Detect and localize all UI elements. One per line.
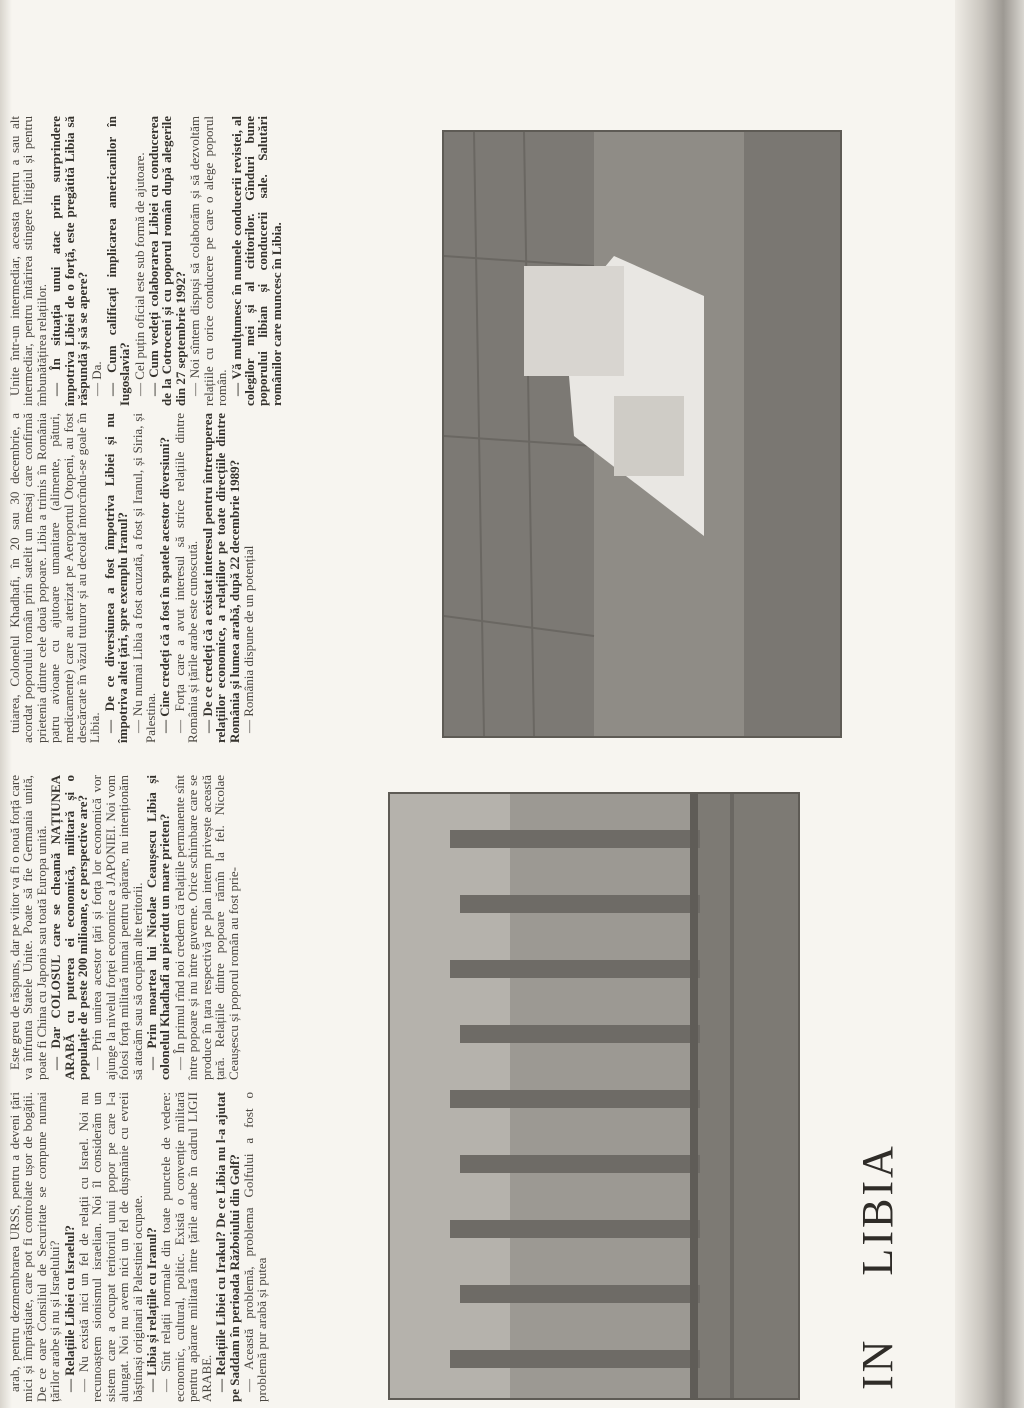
interview-question: — Prin moartea lui Nicolae Ceaușescu Libia și colonelul Khadhafi au pierdut un mare prieten? [144,775,173,1080]
article-column-2 [8,775,241,1080]
interview-answer: Unite într-un intermediar, aceasta pentru a sau alt intermediar, pentru întărirea stingere litigiul și pentru îmbunătățirea relațiilor. [7,116,49,406]
interview-answer: — Cel puțin oficial este sub formă de ajutoare. [131,152,147,396]
interview-question: — Cine credeți că a fost în spatele acestor diversiuni? [157,437,173,733]
interview-answer: — Prin unirea acestor țări și forța lor economică vor ajunge la nivelul forței economice a JAPONIEI. Noi vom folosi forța militară numai pentru apărare, nu intenționăm să atacăm sau să ocupăm alte teritorii. [89,775,145,1080]
interview-answer: — Sînt relații normale din toate punctele de vedere: economic, cultural, politic. Există o convenție militară pentru apărare militară între țările arabe în cadrul LIGII ARABE. [158,1092,214,1402]
interview-question: — Vă mulțumesc în numele conducerii revistei, al colegilor mei și al cititorilor. Gînduri bune poporului libian și conducerii sale. Salutări românilor care muncesc în Libia. [228,116,284,406]
interview-question: — De ce credeți că a existat interesul pentru întreruperea relațiilor economice, a relațiilor pe toate direcțiile dintre România și lumea arabă, după 22 decembrie 1989? [199,413,242,743]
interview-answer: — România dispune de un potențial [240,545,256,733]
interview-answer: — Nu numai Libia a fost acuzată, a fost și Iranul, și Siria, și Palestina. [129,413,159,743]
interview-question: — Relațiile Libiei cu Israelul? [61,1225,77,1392]
interview-answer: tuiarea, Colonelul Khadhafi, în 20 sau 30 decembrie, a acordat poporului român prin satelit un mesaj care confirmă prietenia dintre cele două popoare. Libia a trimis în România patru avioane cu ajutoare umanitare (alimente, pături, medicamente) care au aterizat pe Aeroportul Otopeni, au fost descărcate în văzul tuturor și au decolat întorcîndu-se goale în Libia. [7,413,103,743]
interview-answer: — Noi sîntem dispuși să colaborăm și să dezvoltăm relațiile cu orice conducere pe care o alege poporul român. [187,116,230,406]
colonnade-image [390,794,798,1398]
article-column-3 [8,413,256,743]
interview-question: — De ce diversiunea a fost împotriva Libiei și nu împotriva altei țări, spre exemplu Iranul? [101,413,131,743]
aircraft-image [444,132,840,736]
colonnade-photo [388,792,800,1400]
interview-answer: — În primul rînd noi credem că relațiile permanente sînt între popoare și nu între guverne. Orice schimbare care se produce în țara respectivă pe plan intern privește această țară. Relațiile dintre popoare rămîn la fel. Nicolae Ceaușescu și poporul român au fost prie- [171,775,241,1080]
headline [852,1143,903,1390]
interview-answer: — Da. [89,361,105,396]
article-column-4 [8,116,284,406]
headline-part-1: IN [853,1337,902,1390]
interview-question: — Relațiile Libiei cu Irakul? De ce Libia nu l-a ajutat pe Saddam în perioada Războiului din Golf? [213,1092,242,1402]
interview-question: — În situația unui atac prin surprindere împotriva Libiei de o forță, este pregătită Libia să răspundă și să se apere? [48,116,91,406]
rotated-page [0,8,950,1408]
article-column-1 [8,1092,270,1402]
interview-question: — Cum vedeți colaborarea Libiei cu conducerea de la Cotroceni și cu poporul român după alegerile din 27 septembrie 1992? [146,116,188,406]
interview-question: — Cum calificați implicarea americanilor în Iugoslavia? [103,116,133,406]
aircraft-hangar-photo [442,130,842,738]
interview-answer: Este greu de răspuns, dar pe viitor va fi o nouă forță care va înfrunta Statele Unite. Poate să fie Germania unită, poate fi China cu Japonia sau toată Europa unită. [7,775,49,1080]
interview-answer: — Forța care a avut interesul să strice relațiile dintre România și țările arabe este cunoscută. [171,413,201,743]
interview-question: — Dar COLOSUL care se cheamă NAȚIUNEA ARABĂ cu puterea ei economică, militară și o populație de peste 200 milioane, ce perspective are? [48,775,91,1080]
interview-question: — Libia și relațiile cu Iranul? [144,1227,160,1392]
headline-part-2: LIBIA [853,1143,902,1276]
interview-answer: arab, pentru dezmembrarea URSS, pentru a deveni țări mici și împrăștiate, care pot fi controlate ușor de bogății. De ce oare Consiliul de Securitate se compune numai țărilor arabe și nu și Israelului? [7,1092,63,1402]
interview-answer: — Această problemă, problema Golfului a fost o problemă pur arabă și putea [240,1092,270,1402]
interview-answer: — Nu există nici un fel de relații cu Israel. Noi nu recunoaștem sionismul israelian. Noi îl considerăm un sistem care a ocupat teritoriul unui popor pe care l-a alungat. Noi nu avem nici un fel de dușmănie cu evreii băștinași originari ai Palestinei ocupate. [76,1092,145,1402]
